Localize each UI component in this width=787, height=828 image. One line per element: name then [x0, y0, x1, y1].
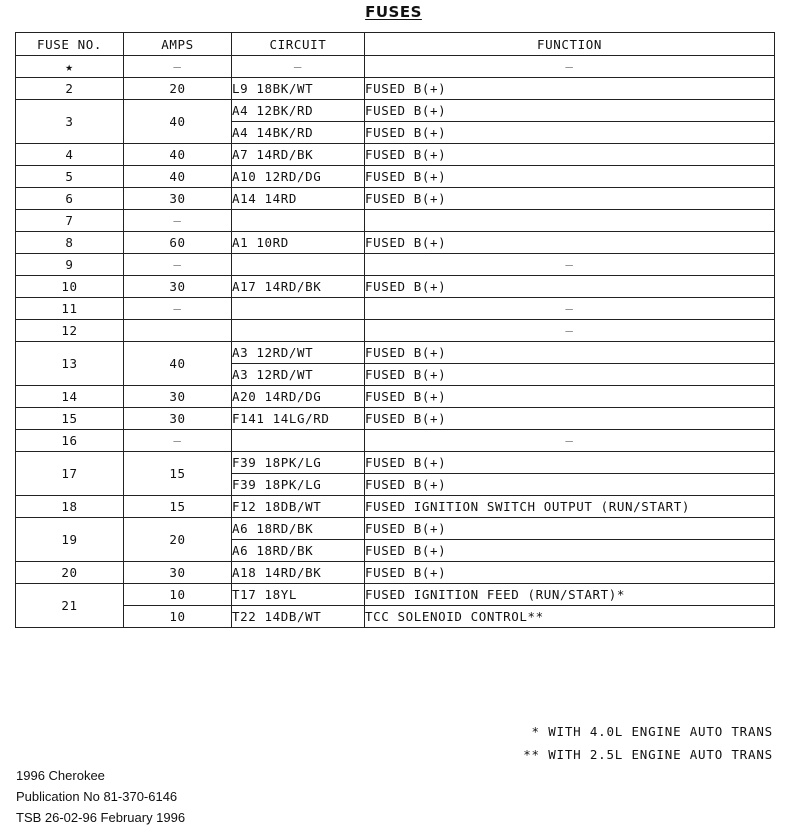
table-row — [16, 452, 775, 474]
function-cell: – — [365, 320, 775, 342]
circuit-cell — [232, 430, 365, 452]
fuse-no-cell: 4 — [16, 144, 124, 166]
amps-cell: 30 — [124, 562, 232, 584]
function-cell: FUSED B(+) — [365, 518, 775, 540]
header-function: FUNCTION — [365, 33, 775, 56]
amps-cell: 30 — [124, 408, 232, 430]
circuit-cell: F39 18PK/LG — [232, 474, 365, 496]
header-fuse-no: FUSE NO. — [16, 33, 124, 56]
fuse-no-cell: 15 — [16, 408, 124, 430]
function-cell: FUSED B(+) — [365, 342, 775, 364]
table-row — [16, 298, 775, 320]
function-cell: FUSED B(+) — [365, 144, 775, 166]
circuit-cell: A10 12RD/DG — [232, 166, 365, 188]
fuse-no-cell: 6 — [16, 188, 124, 210]
amps-cell: 15 — [124, 452, 232, 496]
function-cell: FUSED B(+) — [365, 122, 775, 144]
function-cell: FUSED B(+) — [365, 188, 775, 210]
fuse-no-cell: ★ — [16, 56, 124, 78]
circuit-cell: A14 14RD — [232, 188, 365, 210]
function-cell: FUSED B(+) — [365, 78, 775, 100]
table-row — [16, 144, 775, 166]
function-cell: FUSED B(+) — [365, 408, 775, 430]
circuit-cell: F12 18DB/WT — [232, 496, 365, 518]
circuit-cell: A18 14RD/BK — [232, 562, 365, 584]
table-row — [16, 56, 775, 78]
fuse-no-cell: 7 — [16, 210, 124, 232]
function-cell: FUSED B(+) — [365, 276, 775, 298]
table-row — [16, 166, 775, 188]
amps-cell: – — [124, 210, 232, 232]
circuit-cell: A3 12RD/WT — [232, 364, 365, 386]
table-row — [16, 210, 775, 232]
function-cell: FUSED B(+) — [365, 474, 775, 496]
amps-cell: 30 — [124, 276, 232, 298]
function-cell: FUSED B(+) — [365, 232, 775, 254]
table-row — [16, 276, 775, 298]
circuit-cell: F141 14LG/RD — [232, 408, 365, 430]
circuit-cell: T22 14DB/WT — [232, 606, 365, 628]
amps-cell: 30 — [124, 188, 232, 210]
amps-cell: 40 — [124, 100, 232, 144]
footnote-4-0l: * WITH 4.0L ENGINE AUTO TRANS — [531, 724, 773, 739]
amps-cell: 40 — [124, 144, 232, 166]
function-cell: FUSED B(+) — [365, 562, 775, 584]
amps-cell: 10 — [124, 606, 232, 628]
amps-cell: 20 — [124, 518, 232, 562]
circuit-cell: A20 14RD/DG — [232, 386, 365, 408]
amps-cell: 60 — [124, 232, 232, 254]
fuse-no-cell: 19 — [16, 518, 124, 562]
fuse-no-cell: 20 — [16, 562, 124, 584]
circuit-cell: A7 14RD/BK — [232, 144, 365, 166]
amps-cell: – — [124, 430, 232, 452]
amps-cell: 15 — [124, 496, 232, 518]
function-cell: – — [365, 56, 775, 78]
footnote-2-5l: ** WITH 2.5L ENGINE AUTO TRANS — [523, 747, 773, 762]
fuse-no-cell: 8 — [16, 232, 124, 254]
circuit-cell: A3 12RD/WT — [232, 342, 365, 364]
function-cell: – — [365, 254, 775, 276]
amps-cell: 40 — [124, 342, 232, 386]
publication-number: Publication No 81-370-6146 — [16, 789, 178, 804]
amps-cell: 10 — [124, 584, 232, 606]
function-cell: TCC SOLENOID CONTROL** — [365, 606, 775, 628]
function-cell: – — [365, 298, 775, 320]
circuit-cell — [232, 298, 365, 320]
table-row — [16, 496, 775, 518]
circuit-cell: – — [232, 56, 365, 78]
fuse-no-cell: 11 — [16, 298, 124, 320]
header-amps: AMPS — [124, 33, 232, 56]
fuse-no-cell: 16 — [16, 430, 124, 452]
function-cell: – — [365, 430, 775, 452]
function-cell: FUSED B(+) — [365, 364, 775, 386]
table-row — [16, 584, 775, 606]
fuse-no-cell: 12 — [16, 320, 124, 342]
circuit-cell: A17 14RD/BK — [232, 276, 365, 298]
header-circuit: CIRCUIT — [232, 33, 365, 56]
fuse-no-cell: 14 — [16, 386, 124, 408]
table-row — [16, 562, 775, 584]
circuit-cell: A6 18RD/BK — [232, 518, 365, 540]
function-cell: FUSED IGNITION SWITCH OUTPUT (RUN/START) — [365, 496, 775, 518]
amps-cell: 40 — [124, 166, 232, 188]
table-row — [16, 408, 775, 430]
table-row — [16, 188, 775, 210]
page-title — [0, 3, 787, 21]
amps-cell — [124, 320, 232, 342]
publication-model: 1996 Cherokee — [16, 768, 105, 783]
fuse-no-cell: 13 — [16, 342, 124, 386]
table-row — [16, 232, 775, 254]
table-header-row — [16, 33, 775, 56]
fuse-no-cell: 18 — [16, 496, 124, 518]
table-row — [16, 254, 775, 276]
table-row — [16, 342, 775, 364]
function-cell: FUSED B(+) — [365, 386, 775, 408]
function-cell: FUSED B(+) — [365, 452, 775, 474]
fuse-no-cell: 3 — [16, 100, 124, 144]
function-cell — [365, 210, 775, 232]
circuit-cell — [232, 320, 365, 342]
table-row — [16, 100, 775, 122]
amps-cell: 20 — [124, 78, 232, 100]
function-cell: FUSED IGNITION FEED (RUN/START)* — [365, 584, 775, 606]
fuse-no-cell: 17 — [16, 452, 124, 496]
fuse-no-cell: 2 — [16, 78, 124, 100]
table-row — [16, 606, 775, 628]
publication-tsb: TSB 26-02-96 February 1996 — [16, 810, 186, 825]
circuit-cell: L9 18BK/WT — [232, 78, 365, 100]
function-cell: FUSED B(+) — [365, 540, 775, 562]
table-row — [16, 430, 775, 452]
circuit-cell — [232, 210, 365, 232]
amps-cell: 30 — [124, 386, 232, 408]
amps-cell: – — [124, 298, 232, 320]
table-row — [16, 386, 775, 408]
table-row — [16, 320, 775, 342]
function-cell: FUSED B(+) — [365, 166, 775, 188]
fuse-no-cell: 21 — [16, 584, 124, 628]
circuit-cell: T17 18YL — [232, 584, 365, 606]
fuse-no-cell: 9 — [16, 254, 124, 276]
title-text: FUSES — [365, 3, 422, 21]
circuit-cell: A4 14BK/RD — [232, 122, 365, 144]
fuse-no-cell: 10 — [16, 276, 124, 298]
fuse-table — [15, 32, 775, 628]
circuit-cell: A6 18RD/BK — [232, 540, 365, 562]
function-cell: FUSED B(+) — [365, 100, 775, 122]
table-row — [16, 78, 775, 100]
fuse-no-cell: 5 — [16, 166, 124, 188]
amps-cell: – — [124, 254, 232, 276]
table-row — [16, 518, 775, 540]
circuit-cell: F39 18PK/LG — [232, 452, 365, 474]
circuit-cell: A4 12BK/RD — [232, 100, 365, 122]
amps-cell: – — [124, 56, 232, 78]
circuit-cell — [232, 254, 365, 276]
circuit-cell: A1 10RD — [232, 232, 365, 254]
